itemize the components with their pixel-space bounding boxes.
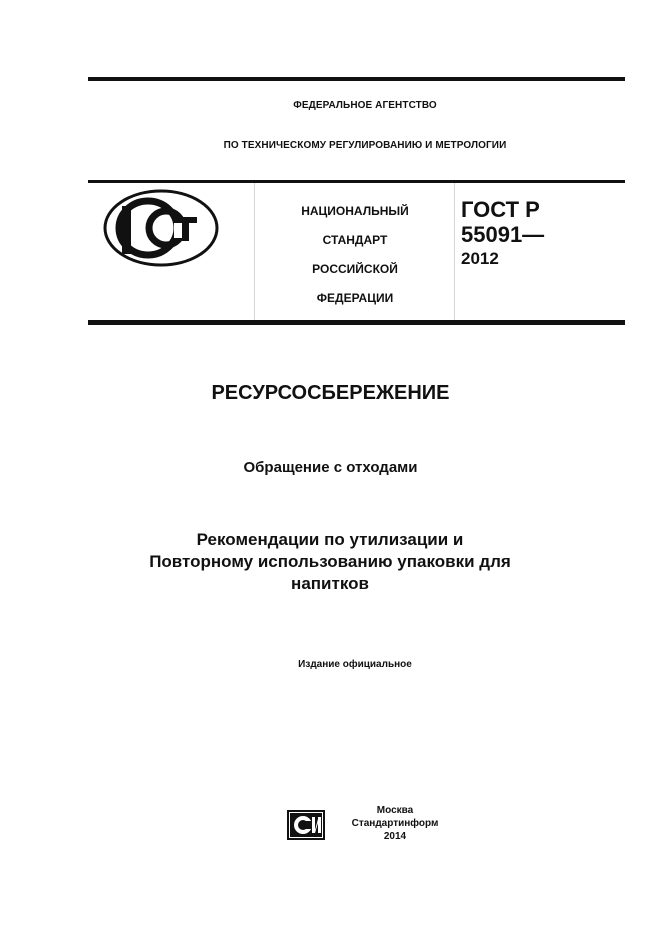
publication-year: 2014 bbox=[383, 831, 407, 842]
top-rule bbox=[88, 77, 625, 81]
edition-label: Издание официальное bbox=[298, 659, 412, 670]
header-block-top-rule bbox=[88, 180, 625, 183]
block-divider-left bbox=[254, 183, 255, 321]
publisher-city: Москва bbox=[376, 805, 414, 816]
description-line-2: Повторному использованию упаковки для bbox=[149, 552, 511, 571]
document-title: РЕСУРСОСБЕРЕЖЕНИЕ bbox=[211, 382, 450, 404]
agency-line-2: ПО ТЕХНИЧЕСКОМУ РЕГУЛИРОВАНИЮ И МЕТРОЛОГИИ bbox=[223, 140, 507, 151]
standartinform-logo-icon bbox=[287, 810, 325, 840]
standard-type-line-2: СТАНДАРТ bbox=[322, 233, 388, 247]
standard-type-line-1: НАЦИОНАЛЬНЫЙ bbox=[301, 204, 409, 218]
gost-number: 55091— bbox=[461, 222, 545, 247]
description-line-3: напитков bbox=[291, 574, 369, 593]
standard-type-line-4: ФЕДЕРАЦИИ bbox=[316, 291, 394, 305]
rst-logo bbox=[102, 188, 220, 268]
publisher-name: Стандартинформ bbox=[351, 818, 439, 829]
description-line-1: Рекомендации по утилизации и bbox=[196, 530, 464, 549]
document-subtitle: Обращение с отходами bbox=[243, 459, 418, 476]
standard-type-line-3: РОССИЙСКОЙ bbox=[312, 262, 398, 276]
publisher-logo bbox=[287, 810, 325, 840]
rst-certification-mark-icon bbox=[102, 188, 220, 268]
gost-prefix: ГОСТ Р bbox=[461, 197, 540, 222]
block-divider-right bbox=[454, 183, 455, 321]
agency-line-1: ФЕДЕРАЛЬНОЕ АГЕНТСТВО bbox=[293, 100, 437, 111]
gost-year: 2012 bbox=[461, 249, 499, 268]
header-block-bottom-rule bbox=[88, 320, 625, 325]
